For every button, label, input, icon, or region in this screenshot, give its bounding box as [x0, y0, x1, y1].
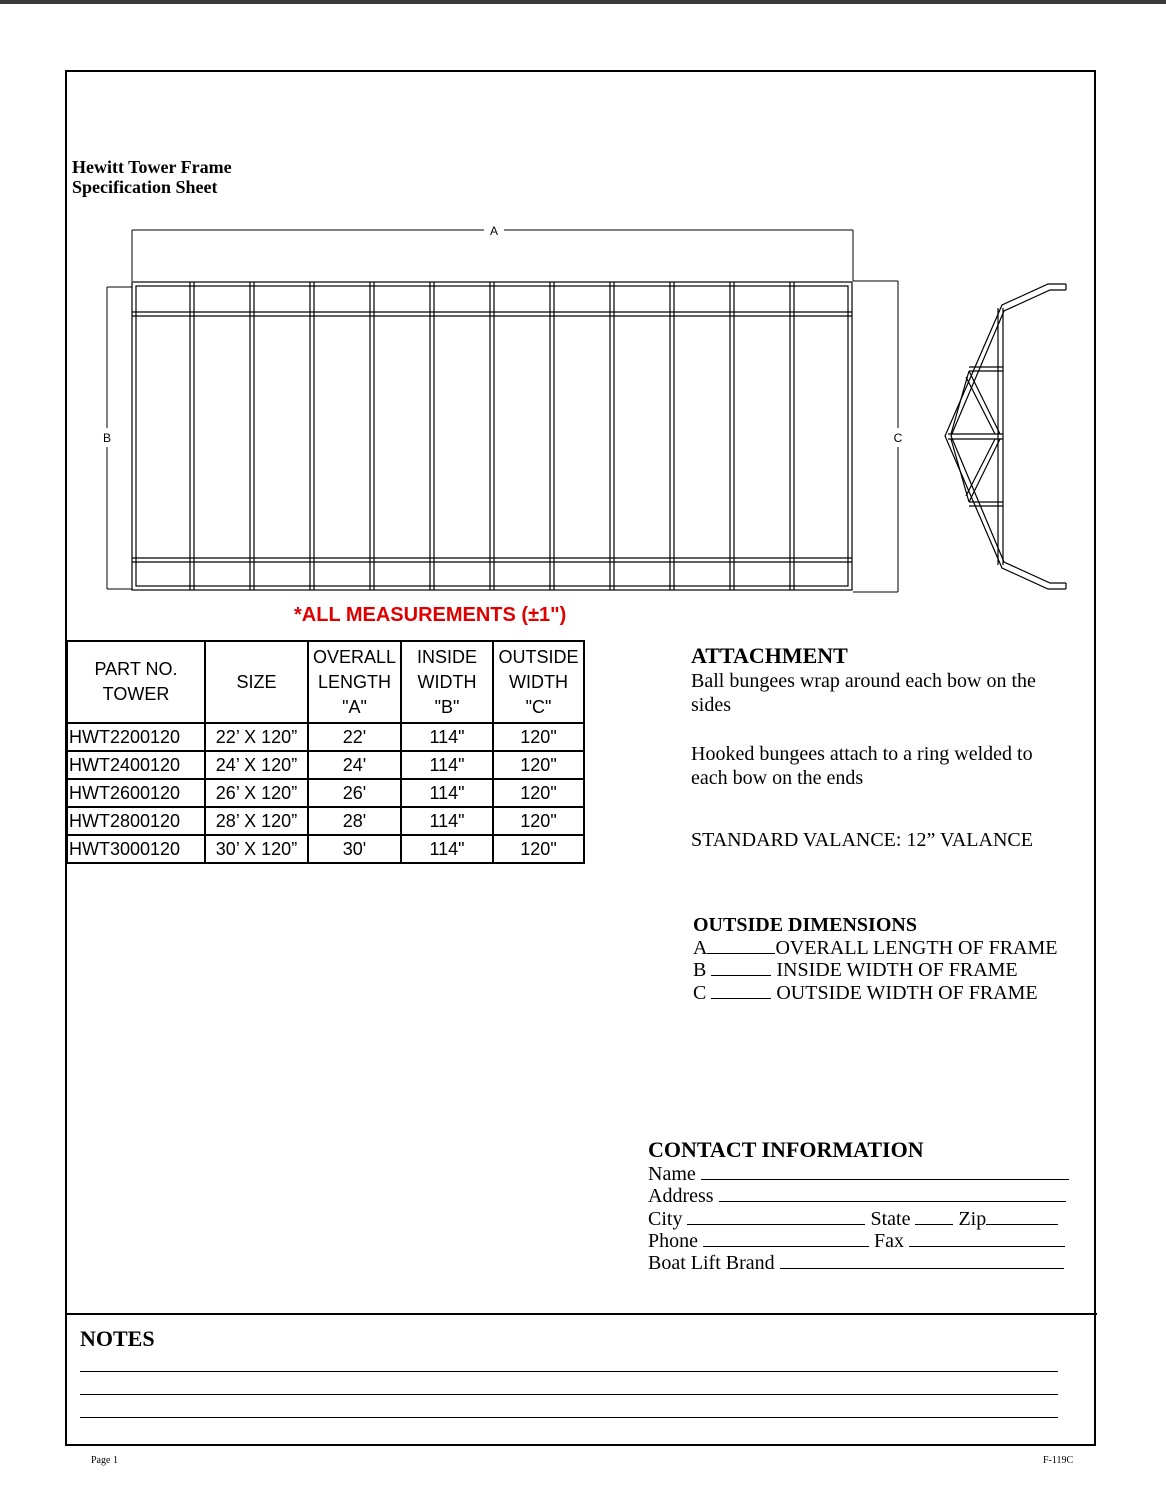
- header-outside-width: OUTSIDE WIDTH "C": [493, 641, 584, 723]
- table-row: [67, 723, 584, 751]
- table-row: [67, 779, 584, 807]
- title-line-1: Hewitt Tower Frame: [72, 157, 232, 177]
- table-row: [67, 835, 584, 863]
- frame-outer: [132, 282, 852, 590]
- notes-divider: [66, 1313, 1097, 1315]
- header-size: SIZE: [205, 641, 308, 723]
- cell-c: 120": [493, 779, 584, 807]
- cell-b: 114": [401, 779, 493, 807]
- cell-size: 24’ X 120”: [205, 751, 308, 779]
- header-overall-length: OVERALL LENGTH "A": [308, 641, 401, 723]
- cell-a: 22': [308, 723, 401, 751]
- table-row: [67, 807, 584, 835]
- contact-address-field[interactable]: Address: [648, 1185, 1066, 1207]
- cell-part: HWT2200120: [67, 723, 205, 751]
- dim-c-label: C: [893, 431, 903, 445]
- notes-line-2[interactable]: [80, 1394, 1058, 1395]
- end-view-profile: [945, 284, 1066, 589]
- dimension-row-c: C OUTSIDE WIDTH OF FRAME: [693, 982, 1038, 1004]
- form-number: F-119C: [1043, 1455, 1074, 1466]
- cell-part: HWT3000120: [67, 835, 205, 863]
- zip-blank[interactable]: [986, 1208, 1058, 1225]
- cell-size: 22’ X 120”: [205, 723, 308, 751]
- phone-blank[interactable]: [703, 1230, 869, 1247]
- attachment-heading: ATTACHMENT: [691, 643, 848, 668]
- dimension-lines: [107, 230, 898, 592]
- cell-c: 120": [493, 751, 584, 779]
- page-number: Page 1: [91, 1455, 118, 1466]
- header-part-no: PART NO. TOWER: [67, 641, 205, 723]
- cell-part: HWT2600120: [67, 779, 205, 807]
- notes-line-3[interactable]: [80, 1417, 1058, 1418]
- cell-size: 26’ X 120”: [205, 779, 308, 807]
- cell-a: 28': [308, 807, 401, 835]
- cell-size: 30’ X 120”: [205, 835, 308, 863]
- top-view-frame: [132, 282, 852, 590]
- cell-a: 30': [308, 835, 401, 863]
- dim-b-label: B: [102, 431, 112, 445]
- name-blank[interactable]: [701, 1163, 1069, 1180]
- cell-b: 114": [401, 835, 493, 863]
- brand-blank[interactable]: [780, 1252, 1064, 1269]
- fax-blank[interactable]: [909, 1230, 1065, 1247]
- cell-c: 120": [493, 807, 584, 835]
- attachment-ball-bungees: Ball bungees wrap around each bow on the sides: [691, 670, 1036, 716]
- spec-table-header: [67, 641, 584, 723]
- cell-a: 26': [308, 779, 401, 807]
- tower-frame-drawing: [0, 0, 1166, 620]
- city-blank[interactable]: [687, 1208, 865, 1225]
- contact-city-state-zip[interactable]: City State Zip: [648, 1208, 1058, 1230]
- cell-b: 114": [401, 807, 493, 835]
- outside-dimensions-heading: OUTSIDE DIMENSIONS: [693, 914, 917, 936]
- attachment-hooked-bungees: Hooked bungees attach to a ring welded to each bow on the ends: [691, 743, 1033, 789]
- state-blank[interactable]: [915, 1208, 953, 1225]
- contact-name-field[interactable]: Name: [648, 1163, 1069, 1185]
- cell-b: 114": [401, 751, 493, 779]
- cell-a: 24': [308, 751, 401, 779]
- contact-phone-fax[interactable]: Phone Fax: [648, 1230, 1065, 1252]
- cell-part: HWT2400120: [67, 751, 205, 779]
- standard-valance: STANDARD VALANCE: 12” VALANCE: [691, 829, 1033, 851]
- cell-part: HWT2800120: [67, 807, 205, 835]
- dimension-row-b: B INSIDE WIDTH OF FRAME: [693, 959, 1018, 981]
- title-line-2: Specification Sheet: [72, 177, 218, 197]
- notes-heading: NOTES: [80, 1326, 155, 1351]
- cell-c: 120": [493, 835, 584, 863]
- dimension-row-a: A OVERALL LENGTH OF FRAME: [693, 937, 1058, 959]
- cell-b: 114": [401, 723, 493, 751]
- address-blank[interactable]: [719, 1185, 1066, 1202]
- notes-line-1[interactable]: [80, 1371, 1058, 1372]
- dim-a-label: A: [489, 224, 499, 238]
- cell-size: 28’ X 120”: [205, 807, 308, 835]
- frame-inner: [136, 286, 848, 586]
- contact-boat-lift-brand[interactable]: Boat Lift Brand: [648, 1252, 1064, 1274]
- cell-c: 120": [493, 723, 584, 751]
- frame-bows: [190, 282, 794, 590]
- table-row: [67, 751, 584, 779]
- contact-heading: CONTACT INFORMATION: [648, 1137, 924, 1162]
- header-inside-width: INSIDE WIDTH "B": [401, 641, 493, 723]
- spec-table: [66, 640, 585, 864]
- measurement-tolerance-note: *ALL MEASUREMENTS (±1"): [294, 604, 567, 626]
